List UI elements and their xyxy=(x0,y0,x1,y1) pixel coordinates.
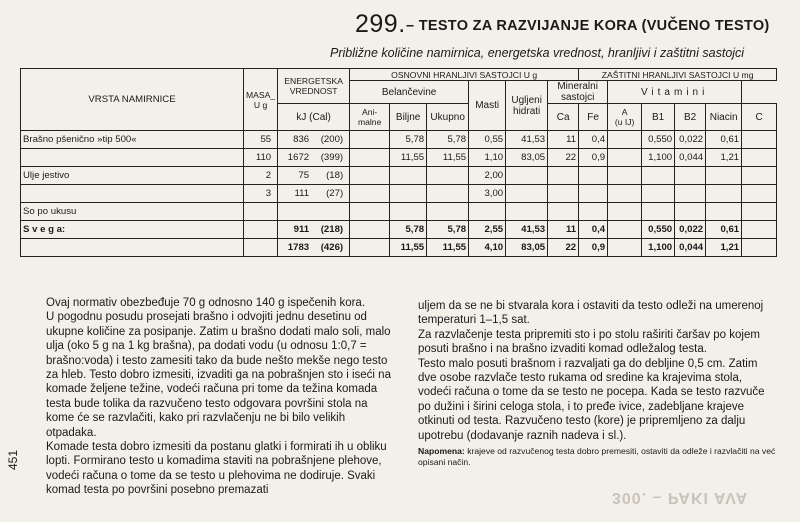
header-masti: Masti xyxy=(469,81,506,131)
cell-masa: 110 xyxy=(244,149,278,167)
recipe-number: 299. xyxy=(355,10,406,38)
cell-masti: 2,55 xyxy=(469,221,506,239)
cell-kj: 111 xyxy=(294,188,310,199)
cell-kj: 911 xyxy=(293,224,310,235)
cell-c xyxy=(742,239,777,257)
cell-b1: 0,550 xyxy=(642,131,675,149)
cell-energy xyxy=(278,221,350,239)
cell-fe xyxy=(579,185,608,203)
header-masa: MASA_ U g xyxy=(244,69,278,131)
table-row xyxy=(21,167,777,185)
cell-ca: 22 xyxy=(548,149,579,167)
cell-name xyxy=(21,239,244,257)
cell-cal: (18) xyxy=(326,170,344,181)
cell-a xyxy=(608,203,642,221)
paragraph: Za razvlačenje testa pripremiti sto i po stolu raširiti čaršav po kojem posuti brašno i na brašno izvaditi komad odležalog testa. xyxy=(418,328,760,356)
cell-ugljeni: 83,05 xyxy=(506,239,548,257)
cell-kj: 836 xyxy=(293,134,310,145)
table-subtitle: Približne količine namirnica, energetska vrednost, hranljivi i zaštitni sastojci xyxy=(330,46,745,60)
cell-animalne xyxy=(350,167,390,185)
cell-ca: 11 xyxy=(548,131,579,149)
cell-fe: 0,9 xyxy=(579,239,608,257)
cell-ca xyxy=(548,167,579,185)
cell-cal: (399) xyxy=(320,152,344,163)
cell-name xyxy=(21,185,244,203)
header-mineralni: Mineralni sastojci xyxy=(548,81,608,104)
header-fe: Fe xyxy=(579,104,608,131)
cell-b2 xyxy=(675,203,706,221)
cell-c xyxy=(742,185,777,203)
header-ca: Ca xyxy=(548,104,579,131)
cell-niacin xyxy=(706,203,742,221)
paragraph: U pogodnu posudu prosejati brašno i odvojiti jednu desetinu od ukupne količine za posipanje. Zatim u brašno dodati malo soli, malo ulja (oko 5 g na 1 kg brašna), pa dodati vodu (u odnosu 1:0,7 = brašno:voda) i testo zamesiti tako da bude nešto mekše nego testo za hleb. Testo dobro izmesiti, izvaditi ga na pobrašnjen sto i iseći na komade željene težine, vodeći računa pri tome da težina komada testa bude tolika da razvučeno testo odgovara površini stola na kome će se razvlačiti, kako pri razvlačenju ne bi bilo velikih otpadaka. xyxy=(46,311,391,439)
cell-biljne xyxy=(390,167,427,185)
cell-ugljeni xyxy=(506,185,548,203)
cell-ukupno xyxy=(427,167,469,185)
cell-energy xyxy=(278,149,350,167)
cell-masa: 3 xyxy=(244,185,278,203)
note xyxy=(418,446,776,468)
header-ukupno: Ukupno xyxy=(427,104,469,131)
cell-b1: 0,550 xyxy=(642,221,675,239)
cell-ukupno: 5,78 xyxy=(427,221,469,239)
cell-energy xyxy=(278,131,350,149)
cell-niacin: 1,21 xyxy=(706,149,742,167)
nutrition-table xyxy=(20,68,777,257)
cell-masti: 3,00 xyxy=(469,185,506,203)
cell-c xyxy=(742,167,777,185)
cell-ugljeni xyxy=(506,167,548,185)
cell-biljne: 5,78 xyxy=(390,131,427,149)
cell-cal: (218) xyxy=(320,224,344,235)
header-zastitni: ZAŠTITNI HRANLJIVI SASTOJCI U mg xyxy=(579,69,777,81)
cell-biljne: 5,78 xyxy=(390,221,427,239)
paragraph: Testo malo posuti brašnom i razvaljati ga do debljine 0,5 cm. Zatim dve osobe razvlače testo rukama od sredine ka krajevima stola, vodeći računa o tome da se testo ne pocepa. Kada se testo razvuče po dužini i širini celoga stola, i to pređe ivice, zadebljane krajeve otkinuti od testa. Razvučeno testo (kore) je pripremljeno za dalju upotrebu (dodavanje raznih nadeva i sl.). xyxy=(418,357,765,442)
cell-animalne xyxy=(350,185,390,203)
cell-b1 xyxy=(642,203,675,221)
cell-biljne xyxy=(390,203,427,221)
cell-name: So po ukusu xyxy=(21,203,244,221)
cell-cal: (27) xyxy=(326,188,344,199)
bleed-through-text: 300. – PAKI AVA xyxy=(612,489,749,506)
header-biljne: Biljne xyxy=(390,104,427,131)
cell-fe xyxy=(579,167,608,185)
cell-ugljeni: 83,05 xyxy=(506,149,548,167)
text-column-right xyxy=(418,299,776,468)
paragraph: uljem da se ne bi stvarala kora i ostaviti da testo odleži na umerenoj temperaturi 1–1,5 sat. xyxy=(418,300,764,327)
header-animalne: Ani- malne xyxy=(350,104,390,131)
table-row xyxy=(21,149,777,167)
cell-b1 xyxy=(642,167,675,185)
header-vitamin-c: C xyxy=(742,104,777,131)
cell-niacin: 0,61 xyxy=(706,221,742,239)
cell-masa xyxy=(244,239,278,257)
cell-biljne xyxy=(390,185,427,203)
cell-ukupno: 11,55 xyxy=(427,239,469,257)
cell-b2: 0,022 xyxy=(675,221,706,239)
cell-kj: 1672 xyxy=(287,152,310,163)
cell-ugljeni: 41,53 xyxy=(506,131,548,149)
header-b1: B1 xyxy=(642,104,675,131)
cell-biljne: 11,55 xyxy=(390,239,427,257)
cell-masti: 0,55 xyxy=(469,131,506,149)
cell-niacin: 1,21 xyxy=(706,239,742,257)
cell-masti: 4,10 xyxy=(469,239,506,257)
cell-ugljeni xyxy=(506,203,548,221)
table-row xyxy=(21,221,777,239)
cell-energy xyxy=(278,185,350,203)
cell-cal: (200) xyxy=(320,134,344,145)
cell-energy xyxy=(278,203,350,221)
cell-c xyxy=(742,131,777,149)
cell-ca xyxy=(548,185,579,203)
cell-b2: 0,044 xyxy=(675,239,706,257)
cell-masti: 2,00 xyxy=(469,167,506,185)
cell-c xyxy=(742,203,777,221)
cell-masa xyxy=(244,203,278,221)
cell-masa: 2 xyxy=(244,167,278,185)
page-number: 451 xyxy=(6,449,20,470)
header-kj: kJ (Cal) xyxy=(278,104,350,131)
cell-c xyxy=(742,149,777,167)
cell-a xyxy=(608,131,642,149)
cell-b1: 1,100 xyxy=(642,239,675,257)
header-vitamin-a: A (u IJ) xyxy=(608,104,642,131)
header-belancevine: Belančevine xyxy=(350,81,469,104)
cell-kj: 1783 xyxy=(287,242,310,253)
header-vrsta: VRSTA NAMIRNICE xyxy=(21,69,244,131)
header-b2: B2 xyxy=(675,104,706,131)
table-row xyxy=(21,185,777,203)
cell-ugljeni: 41,53 xyxy=(506,221,548,239)
cell-cal: (426) xyxy=(320,242,344,253)
cell-ukupno: 5,78 xyxy=(427,131,469,149)
cell-animalne xyxy=(350,203,390,221)
cell-a xyxy=(608,239,642,257)
table-row xyxy=(21,239,777,257)
table-body xyxy=(21,131,777,257)
cell-ukupno: 11,55 xyxy=(427,149,469,167)
cell-ca: 22 xyxy=(548,239,579,257)
table-row xyxy=(21,203,777,221)
cell-ca xyxy=(548,203,579,221)
cell-animalne xyxy=(350,221,390,239)
cell-fe: 0,4 xyxy=(579,131,608,149)
paragraph: Ovaj normativ obezbeđuje 70 g odnosno 140 g ispečenih kora. xyxy=(46,297,366,309)
cell-animalne xyxy=(350,239,390,257)
cell-masti: 1,10 xyxy=(469,149,506,167)
cell-animalne xyxy=(350,149,390,167)
cell-name: Ulje jestivo xyxy=(21,167,244,185)
cell-c xyxy=(742,221,777,239)
cell-b2: 0,022 xyxy=(675,131,706,149)
cell-b1 xyxy=(642,185,675,203)
cell-a xyxy=(608,221,642,239)
header-vitamini: Vitamini xyxy=(608,81,742,104)
cell-niacin xyxy=(706,185,742,203)
table-row xyxy=(21,131,777,149)
cell-b2 xyxy=(675,185,706,203)
cell-fe: 0,4 xyxy=(579,221,608,239)
cell-masti xyxy=(469,203,506,221)
cell-b2: 0,044 xyxy=(675,149,706,167)
text-column-left xyxy=(46,296,394,498)
cell-ukupno xyxy=(427,203,469,221)
header-energetska: ENERGETSKA VREDNOST xyxy=(278,69,350,104)
cell-a xyxy=(608,185,642,203)
cell-masa: 55 xyxy=(244,131,278,149)
cell-a xyxy=(608,149,642,167)
cell-kj: 75 xyxy=(298,170,310,181)
header-osnovni: OSNOVNI HRANLJIVI SASTOJCI U g xyxy=(350,69,579,81)
cell-animalne xyxy=(350,131,390,149)
cell-name xyxy=(21,149,244,167)
cell-niacin: 0,61 xyxy=(706,131,742,149)
cell-energy xyxy=(278,239,350,257)
cell-b1: 1,100 xyxy=(642,149,675,167)
cell-a xyxy=(608,167,642,185)
cell-energy xyxy=(278,167,350,185)
cell-ca: 11 xyxy=(548,221,579,239)
cell-name: Brašno pšenično »tip 500« xyxy=(21,131,244,149)
cell-ukupno xyxy=(427,185,469,203)
paragraph: Komade testa dobro izmesiti da postanu glatki i formirati ih u obliku lopti. Formirano testo u komadima staviti na pobrašnjene plehove, vodeći računa o tome da se testo u plehovima ne dodiruje. Svaki komad testa po površini posebno premazati xyxy=(46,441,387,497)
cell-niacin xyxy=(706,167,742,185)
cell-masa xyxy=(244,221,278,239)
note-label: Napomena: xyxy=(418,446,465,457)
cell-fe: 0,9 xyxy=(579,149,608,167)
cell-fe xyxy=(579,203,608,221)
cell-b2 xyxy=(675,167,706,185)
cell-biljne: 11,55 xyxy=(390,149,427,167)
header-ugljeni: Ugljeni hidrati xyxy=(506,81,548,131)
note-text: krajeve od razvučenog testa dobro premesiti, ostaviti da odleže i razvlačiti na već opisani način. xyxy=(418,446,776,468)
header-niacin: Niacin xyxy=(706,104,742,131)
cell-name: S v e g a: xyxy=(21,221,244,239)
recipe-title: – TESTO ZA RAZVIJANJE KORA (VUČENO TESTO) xyxy=(406,18,770,34)
